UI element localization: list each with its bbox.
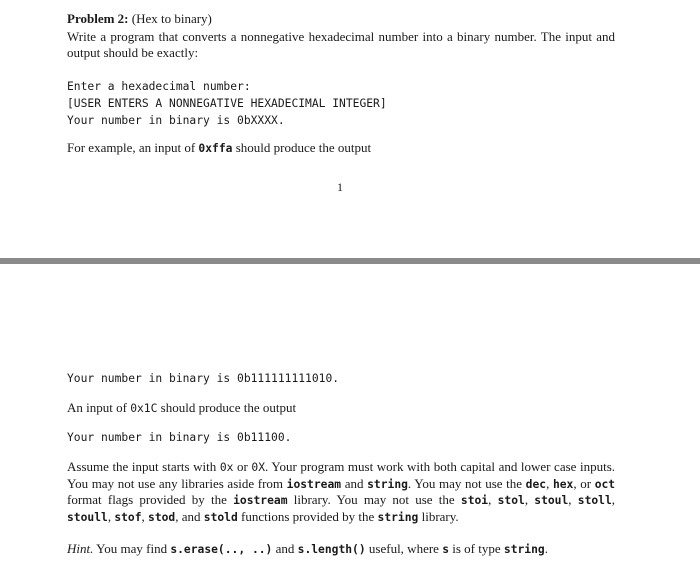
hint-text: and — [275, 541, 295, 556]
code-iostream-2: iostream — [233, 494, 288, 507]
assume-text: , — [524, 492, 529, 507]
code-stoul: stoul — [534, 494, 569, 507]
assume-text: , — [611, 492, 616, 507]
code-stod: stod — [148, 510, 176, 524]
example-1-prefix: For example, an input of — [67, 140, 196, 155]
assume-text: format flags provided by the — [67, 492, 227, 507]
code-hex: hex — [552, 477, 574, 491]
io-line-3: Your number in binary is 0bXXXX. — [67, 114, 285, 127]
example-2-sentence — [67, 400, 627, 417]
hint-text: is of type — [452, 541, 501, 556]
hint-label: Hint. — [67, 541, 94, 556]
assume-text: . You may not use the — [407, 475, 523, 491]
example-2-output: Your number in binary is 0b11100. — [67, 431, 292, 444]
io-line-1: Enter a hexadecimal number: — [67, 80, 251, 93]
code-s-length: s.length() — [297, 543, 366, 556]
code-stoull: stoull — [67, 510, 108, 524]
hint-text: useful, where — [368, 541, 439, 556]
assume-text: , — [488, 492, 492, 507]
code-string-2: string — [377, 510, 419, 524]
example-1-output: Your number in binary is 0b111111111010. — [67, 372, 340, 385]
code-iostream: iostream — [286, 477, 342, 491]
example-1-sentence — [67, 140, 627, 157]
problem-intro: Write a program that converts a nonnegative hexadecimal number into a binary number. The input and output should be exactly: — [67, 29, 615, 60]
assume-text: , or — [573, 475, 592, 491]
assume-text: or — [237, 459, 248, 474]
hint-text: . — [544, 541, 548, 556]
problem-label: Problem 2: — [67, 11, 129, 26]
example-1-input: 0xffa — [198, 142, 233, 155]
code-0x: 0x — [219, 461, 234, 474]
code-string: string — [367, 477, 408, 491]
code-stoi: stoi — [460, 494, 489, 507]
code-stoll: stoll — [577, 494, 612, 507]
assume-text: , — [141, 508, 145, 524]
io-line-2: [USER ENTERS A NONNEGATIVE HEXADECIMAL INTEGER] — [67, 97, 387, 110]
code-s-erase: s.erase(.., ..) — [170, 543, 273, 556]
page-1 — [0, 0, 700, 258]
code-0X: 0X — [251, 461, 266, 474]
assume-paragraph — [67, 459, 615, 525]
code-s: s — [442, 543, 449, 556]
assume-text: , — [107, 508, 112, 524]
example-2-input: 0x1C — [130, 402, 158, 415]
page-2 — [0, 264, 700, 563]
code-stof: stof — [114, 510, 142, 524]
example-2-prefix: An input of — [67, 400, 127, 415]
code-stold: stold — [203, 510, 238, 524]
code-dec: dec — [525, 477, 547, 491]
assume-text: and — [344, 475, 364, 491]
assume-text: functions provided by the — [241, 508, 375, 524]
hint-line — [67, 541, 627, 558]
assume-text: library. You may not use the — [293, 492, 455, 507]
hint-text: You may find — [96, 541, 168, 556]
assume-text: , — [546, 475, 550, 491]
code-string-type: string — [503, 543, 545, 556]
example-2-suffix: should produce the output — [160, 400, 297, 415]
assume-text: library. — [421, 508, 459, 524]
example-1-suffix: should produce the output — [235, 140, 372, 155]
assume-text: Assume the input starts with — [67, 459, 217, 474]
problem-title: (Hex to binary) — [131, 11, 212, 26]
page-number: 1 — [337, 180, 343, 194]
code-oct: oct — [594, 477, 616, 491]
assume-text: , and — [175, 508, 201, 524]
assume-text: , — [568, 492, 572, 507]
code-stol: stol — [497, 494, 525, 507]
problem-heading — [67, 11, 627, 27]
assume-text: . Your program must work with both capital and lower case inputs. You may not use any libraries aside from — [67, 459, 616, 491]
